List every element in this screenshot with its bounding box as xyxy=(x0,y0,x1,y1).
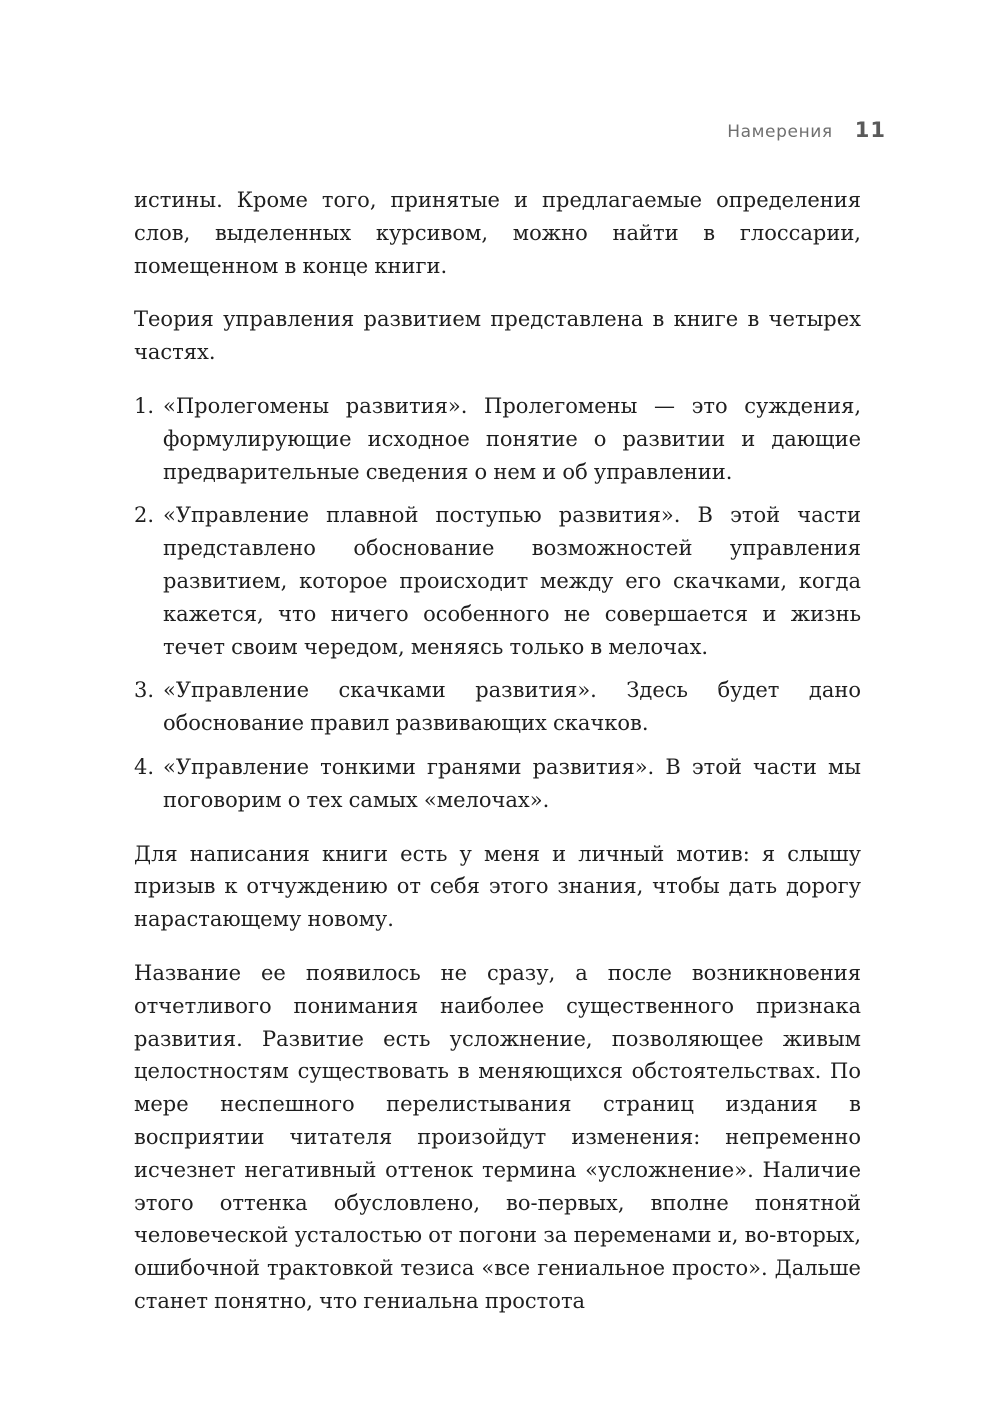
list-item-number: 4. xyxy=(134,754,155,779)
list-item-text: «Управление скачками развития». Здесь будет дано обоснование правил развивающих скачков. xyxy=(163,678,861,736)
list-item-text: «Управление плавной поступью развития». В этой части представлено обоснование возможностей управления развитием, которое происходит между его скачками, когда кажется, что ничего особенного не совершается и жизнь течет своим чередом, меняясь только в мелочах. xyxy=(163,503,861,659)
list-item-text: «Пролегомены развития». Пролегомены — это суждения, формулирующие исходное понятие о развитии и дающие предварительные сведения о нем и об управлении. xyxy=(163,393,861,484)
paragraph-parts-intro: Теория управления развитием представлена в книге в четырех частях. xyxy=(134,307,861,365)
list-item-number: 2. xyxy=(134,503,155,528)
running-head xyxy=(727,118,886,142)
book-parts-list xyxy=(134,390,861,817)
list-item xyxy=(134,390,861,488)
list-item-text: «Управление тонкими гранями развития». В этой части мы поговорим о тех самых «мелочах». xyxy=(163,754,861,812)
paragraph-continuation: истины. Кроме того, принятые и предлагаемые определения слов, выделенных курсивом, можно найти в глоссарии, помещенном в конце книги. xyxy=(134,188,861,278)
body-text xyxy=(134,184,861,1318)
list-item xyxy=(134,499,861,663)
list-item xyxy=(134,674,861,740)
running-title: Намерения xyxy=(727,122,833,142)
page-number: 11 xyxy=(854,118,886,142)
list-item-number: 1. xyxy=(134,393,155,418)
paragraph-personal-motive: Для написания книги есть у меня и личный мотив: я слышу призыв к отчуждению от себя этого знания, чтобы дать дорогу нарастающему новому. xyxy=(134,841,861,932)
list-item xyxy=(134,751,861,817)
paragraph-title-origin: Название ее появилось не сразу, а после возникновения отчетливого понимания наиболее существенного признака развития. Развитие есть усложнение, позволяющее живым целостностям существовать в меняющихся обстоятельствах. По мере неспешного перелистывания страниц издания в восприятии читателя произойдут изменения: непременно исчезнет негативный оттенок термина «усложнение». Наличие этого оттенка обусловлено, во-первых, вполне понятной человеческой усталостью от погони за переменами и, во-вторых, ошибочной трактовкой тезиса «все гениальное просто». Дальше станет понятно, что гениальна простота xyxy=(134,960,861,1313)
list-item-number: 3. xyxy=(134,678,155,703)
